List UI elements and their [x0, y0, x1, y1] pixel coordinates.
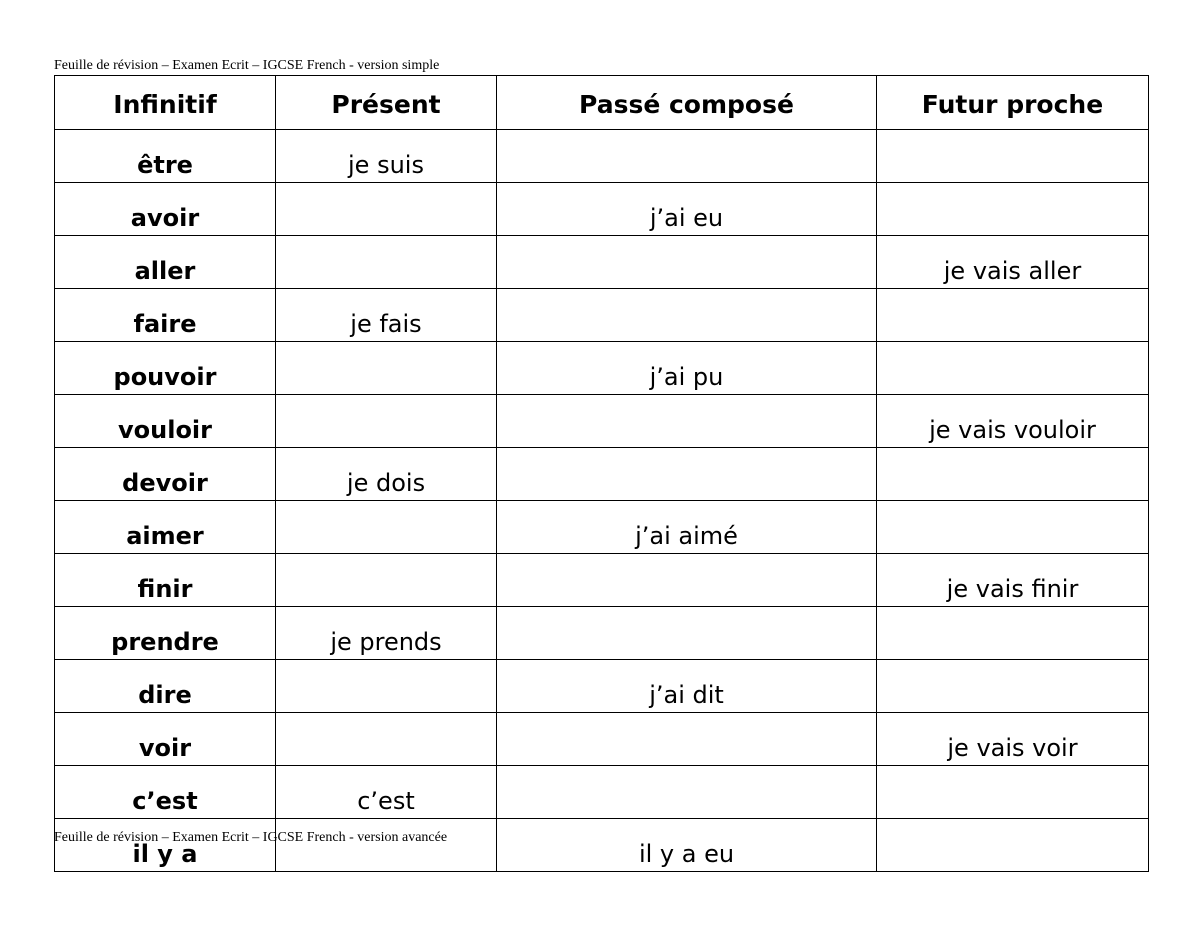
table-row [55, 607, 1149, 660]
table-row [55, 554, 1149, 607]
table-row [55, 183, 1149, 236]
cell-passe-compose [497, 554, 877, 607]
cell-infinitif: aimer [55, 501, 276, 554]
cell-futur-proche: je vais aller [877, 236, 1149, 289]
cell-infinitif: prendre [55, 607, 276, 660]
cell-present: je prends [276, 607, 497, 660]
cell-futur-proche [877, 660, 1149, 713]
table-row [55, 766, 1149, 819]
cell-present [276, 660, 497, 713]
cell-passe-compose: j’ai eu [497, 183, 877, 236]
cell-futur-proche: je vais voir [877, 713, 1149, 766]
cell-futur-proche [877, 607, 1149, 660]
table-header-row [55, 76, 1149, 130]
cell-infinitif: être [55, 130, 276, 183]
cell-present: c’est [276, 766, 497, 819]
table-row [55, 448, 1149, 501]
cell-present [276, 554, 497, 607]
table-row [55, 289, 1149, 342]
header-infinitif: Infinitif [55, 76, 276, 130]
cell-passe-compose [497, 448, 877, 501]
page-caption-bottom: Feuille de révision – Examen Ecrit – IGCSE French - version avancée [54, 830, 448, 845]
table-row [55, 501, 1149, 554]
cell-passe-compose: il y a eu [497, 819, 877, 872]
cell-futur-proche [877, 819, 1149, 872]
cell-futur-proche [877, 130, 1149, 183]
cell-passe-compose [497, 289, 877, 342]
conjugation-table [54, 75, 1149, 872]
cell-present [276, 395, 497, 448]
table-row [55, 236, 1149, 289]
cell-infinitif: voir [55, 713, 276, 766]
cell-infinitif: finir [55, 554, 276, 607]
cell-futur-proche [877, 501, 1149, 554]
cell-present [276, 342, 497, 395]
cell-infinitif: pouvoir [55, 342, 276, 395]
table-row [55, 660, 1149, 713]
cell-infinitif: faire [55, 289, 276, 342]
cell-futur-proche [877, 289, 1149, 342]
cell-passe-compose [497, 607, 877, 660]
cell-infinitif: dire [55, 660, 276, 713]
header-passe-compose: Passé composé [497, 76, 877, 130]
cell-present [276, 236, 497, 289]
cell-passe-compose [497, 236, 877, 289]
cell-present: je dois [276, 448, 497, 501]
page-caption-top: Feuille de révision – Examen Ecrit – IGCSE French - version simple [54, 58, 440, 73]
cell-passe-compose [497, 713, 877, 766]
header-present: Présent [276, 76, 497, 130]
cell-present [276, 183, 497, 236]
cell-infinitif: c’est [55, 766, 276, 819]
cell-present [276, 501, 497, 554]
cell-infinitif: aller [55, 236, 276, 289]
cell-passe-compose [497, 395, 877, 448]
cell-passe-compose: j’ai pu [497, 342, 877, 395]
cell-futur-proche: je vais finir [877, 554, 1149, 607]
cell-passe-compose [497, 766, 877, 819]
table-row [55, 130, 1149, 183]
cell-futur-proche [877, 183, 1149, 236]
cell-passe-compose [497, 130, 877, 183]
cell-present [276, 713, 497, 766]
table-row [55, 713, 1149, 766]
header-futur-proche: Futur proche [877, 76, 1149, 130]
cell-infinitif: devoir [55, 448, 276, 501]
cell-futur-proche [877, 766, 1149, 819]
cell-present: je fais [276, 289, 497, 342]
table-row [55, 342, 1149, 395]
cell-infinitif: vouloir [55, 395, 276, 448]
table-row [55, 395, 1149, 448]
cell-passe-compose: j’ai aimé [497, 501, 877, 554]
cell-futur-proche [877, 448, 1149, 501]
cell-infinitif: avoir [55, 183, 276, 236]
cell-futur-proche: je vais vouloir [877, 395, 1149, 448]
cell-futur-proche [877, 342, 1149, 395]
cell-infinitif: il y a [55, 819, 276, 872]
cell-present: je suis [276, 130, 497, 183]
cell-passe-compose: j’ai dit [497, 660, 877, 713]
